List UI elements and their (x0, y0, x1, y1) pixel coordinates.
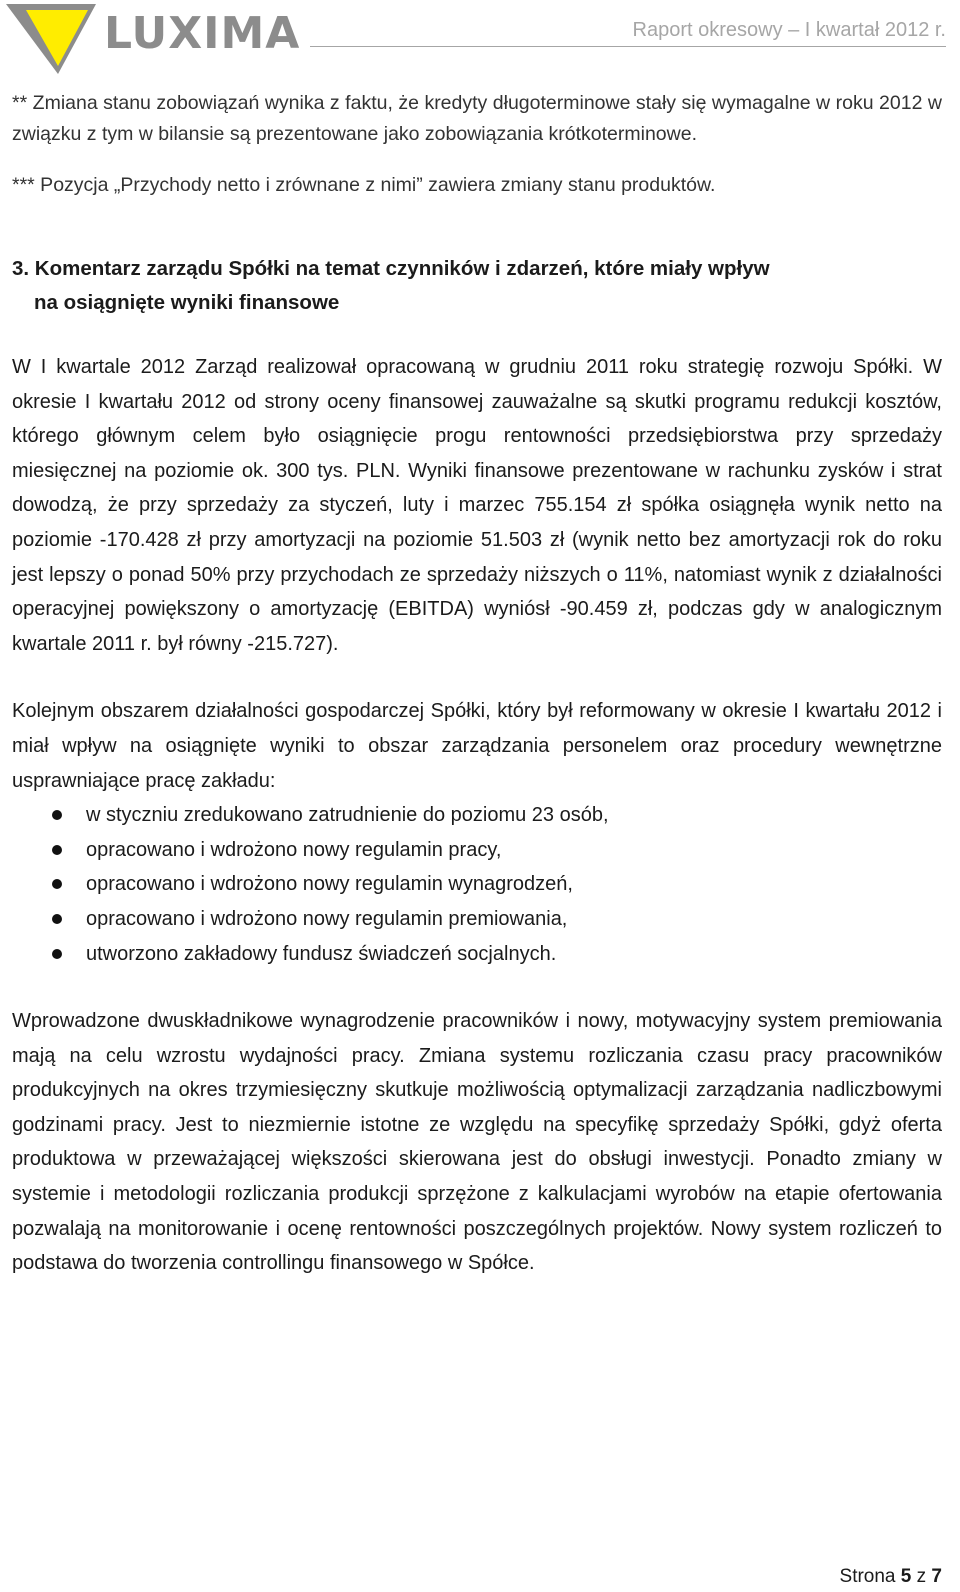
section-heading (12, 252, 942, 320)
report-title: Raport okresowy – I kwartał 2012 r. (632, 19, 946, 41)
logo-wordmark: LUXIMA (104, 8, 301, 59)
list-item: opracowano i wdrożono nowy regulamin premiowania, (12, 902, 942, 937)
bullet-icon (52, 949, 62, 959)
footnote-liabilities: ** Zmiana stanu zobowiązań wynika z faktu, że kredyty długoterminowe stały się wymagalne w roku 2012 w związku z tym w bilansie są prezentowane jako zobowiązania krótkoterminowe. (12, 92, 942, 145)
list-item: opracowano i wdrożono nowy regulamin wynagrodzeń, (12, 867, 942, 902)
bullet-icon (52, 845, 62, 855)
list-item: utworzono zakładowy fundusz świadczeń socjalnych. (12, 937, 942, 972)
logo-triangle-icon (4, 2, 114, 76)
paragraph-hr-intro: Kolejnym obszarem działalności gospodarczej Spółki, który był reformowany w okresie I kwartału 2012 i miał wpływ na osiągnięte wyniki to obszar zarządzania personelem oraz procedury wewnętrzne usprawniające pracę zakładu: (12, 700, 942, 792)
hr-changes-list (12, 798, 942, 971)
bullet-icon (52, 879, 62, 889)
page-header (0, 0, 960, 80)
company-logo (4, 2, 304, 76)
list-item: w styczniu zredukowano zatrudnienie do poziomu 23 osób, (12, 798, 942, 833)
section-heading-line2: na osiągnięte wyniki finansowe (34, 291, 340, 314)
section-heading-line1: 3. Komentarz zarządu Spółki na temat czynników i zdarzeń, które miały wpływ (12, 257, 770, 280)
header-rule (310, 46, 946, 47)
page-number: Strona 5 z 7 (839, 1566, 942, 1587)
bullet-icon (52, 810, 62, 820)
bullet-icon (52, 914, 62, 924)
page-content (12, 88, 942, 1281)
paragraph-compensation: Wprowadzone dwuskładnikowe wynagrodzenie pracowników i nowy, motywacyjny system premiowania mają na celu wzrostu wydajności pracy. Zmiana systemu rozliczania czasu pracy pracowników produkcyjnych na okres trzymiesięczny skutkuje możliwością optymalizacji zarządzania nadliczbowymi godzinami pracy. Jest to niezmiernie istotne ze względu na specyfikę sprzedaży Spółki, gdyż oferta produktowa w przeważającej większości skierowana jest do obsługi inwestycji. Ponadto zmiany w systemie i metodologii rozliczania produkcji sprzężone z kalkulacjami wyrobów na etapie ofertowania pozwalają na monitorowanie i ocenę rentowności poszczególnych projektów. Nowy system rozliczeń to podstawa do tworzenia controllingu finansowego w Spółce. (12, 1010, 942, 1275)
footnote-revenue: *** Pozycja „Przychody netto i zrównane z nimi” zawiera zmiany stanu produktów. (12, 174, 716, 196)
paragraph-financial-results: W I kwartale 2012 Zarząd realizował opracowaną w grudniu 2011 roku strategię rozwoju Spółki. W okresie I kwartału 2012 od strony oceny finansowej zauważalne są skutki programu redukcji kosztów, którego głównym celem było osiągnięcie progu rentowności przedsiębiorstwa przy sprzedaży miesięcznej na poziomie ok. 300 tys. PLN. Wyniki finansowe prezentowane w rachunku zysków i strat dowodzą, że przy sprzedaży za styczeń, luty i marzec 755.154 zł spółka osiągnęła wynik netto na poziomie -170.428 zł przy amortyzacji na poziomie 51.503 zł (wynik netto bez amortyzacji rok do roku jest lepszy o ponad 50% przy przychodach ze sprzedaży niższych o 11%, natomiast wynik z działalności operacyjnej powiększony o amortyzację (EBITDA) wyniósł -90.459 zł, podczas gdy w analogicznym kwartale 2011 r. był równy -215.727). (12, 356, 942, 655)
list-item: opracowano i wdrożono nowy regulamin pracy, (12, 833, 942, 868)
